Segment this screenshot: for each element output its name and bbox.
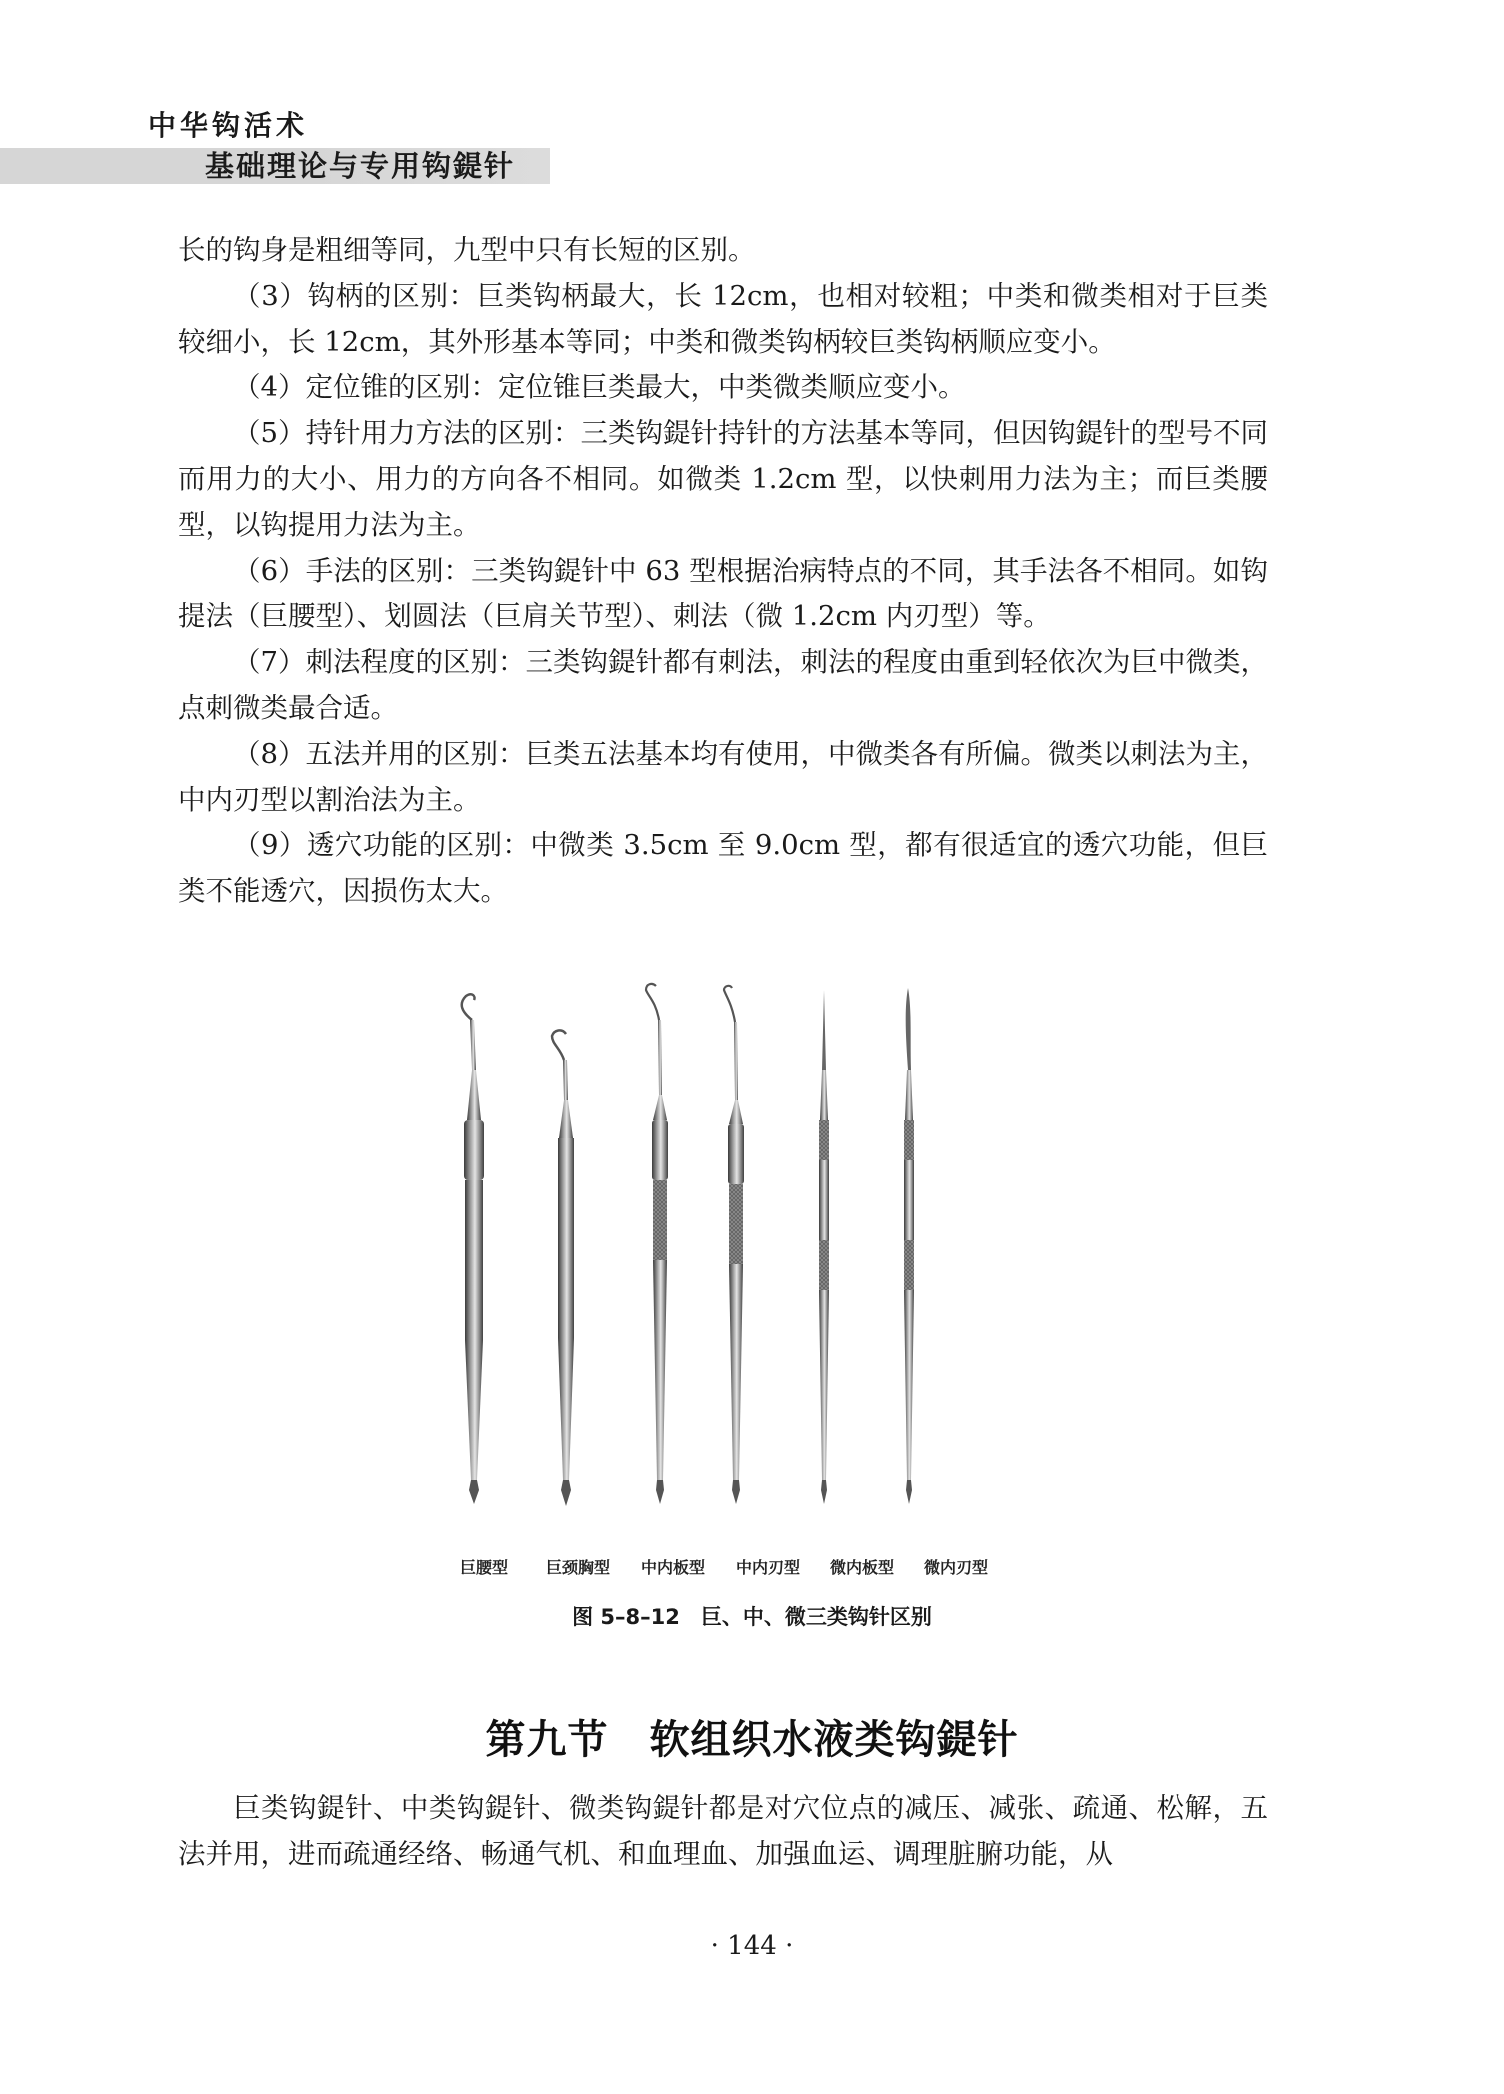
book-title: 中华钩活术 — [148, 109, 309, 142]
tool-label: 巨腰型 — [459, 1558, 509, 1577]
paragraph-force: （5）持针用力方法的区别：三类钩鍉针持针的方法基本等同，但因钩鍉针的型号不同而用力的大小、用力的方向各不相同。如微类 1.2cm 型，以快刺用力法为主；而巨类腰型，以钩提用力法为主。 — [178, 417, 1268, 541]
needle-wei-nei-ren — [904, 988, 914, 1504]
section-body — [178, 1786, 1268, 1878]
paragraph-technique: （6）手法的区别：三类钩鍉针中 63 型根据治病特点的不同，其手法各不相同。如钩提法（巨腰型）、划圆法（巨肩关节型）、刺法（微 1.2cm 内刃型）等。 — [178, 554, 1268, 633]
needles-illustration — [420, 960, 1060, 1580]
needle-zhong-nei-ban — [646, 984, 668, 1504]
needle-figure — [420, 960, 1060, 1580]
tool-label: 中内刃型 — [735, 1558, 801, 1577]
tool-label: 中内板型 — [640, 1558, 706, 1577]
needle-ju-yao — [462, 994, 484, 1504]
needle-ju-jing-xiong — [552, 1030, 574, 1506]
body-text — [178, 228, 1268, 915]
paragraph-penetration: （9）透穴功能的区别：中微类 3.5cm 至 9.0cm 型，都有很适宜的透穴功能，但巨类不能透穴，因损伤太大。 — [178, 829, 1268, 908]
section-heading: 第九节 软组织水液类钩鍉针 — [485, 1716, 1019, 1763]
tool-labels — [440, 1555, 1040, 1579]
needle-zhong-nei-ren — [724, 986, 744, 1504]
paragraph-pricking: （7）刺法程度的区别：三类钩鍉针都有刺法，刺法的程度由重到轻依次为巨中微类，点刺微类最合适。 — [178, 646, 1268, 724]
paragraph-five-methods: （8）五法并用的区别：巨类五法基本均有使用，中微类各有所偏。微类以刺法为主，中内刃型以割治法为主。 — [178, 737, 1268, 816]
paragraph-cone: （4）定位锥的区别：定位锥巨类最大，中类微类顺应变小。 — [233, 371, 966, 404]
book-subtitle: 基础理论与专用钩鍉针 — [205, 149, 516, 183]
tool-label: 微内刃型 — [923, 1558, 989, 1577]
section-paragraph: 巨类钩鍉针、中类钩鍉针、微类钩鍉针都是对穴位点的减压、减张、疏通、松解，五法并用，进而疏通经络、畅通气机、和血理血、加强血运、调理脏腑功能，从 — [178, 1792, 1268, 1870]
tool-label: 微内板型 — [829, 1558, 895, 1577]
needle-wei-nei-ban — [819, 990, 829, 1504]
tool-label: 巨颈胸型 — [545, 1558, 611, 1577]
paragraph-continuation: 长的钩身是粗细等同，九型中只有长短的区别。 — [178, 234, 756, 266]
figure-caption: 图 5–8–12 巨、中、微三类钩针区别 — [572, 1605, 932, 1629]
paragraph-handle: （3）钩柄的区别：巨类钩柄最大，长 12cm，也相对较粗；中类和微类相对于巨类较细小，长 12cm，其外形基本等同；中类和微类钩柄较巨类钩柄顺应变小。 — [178, 279, 1268, 358]
page-number: · 144 · — [710, 1931, 794, 1961]
